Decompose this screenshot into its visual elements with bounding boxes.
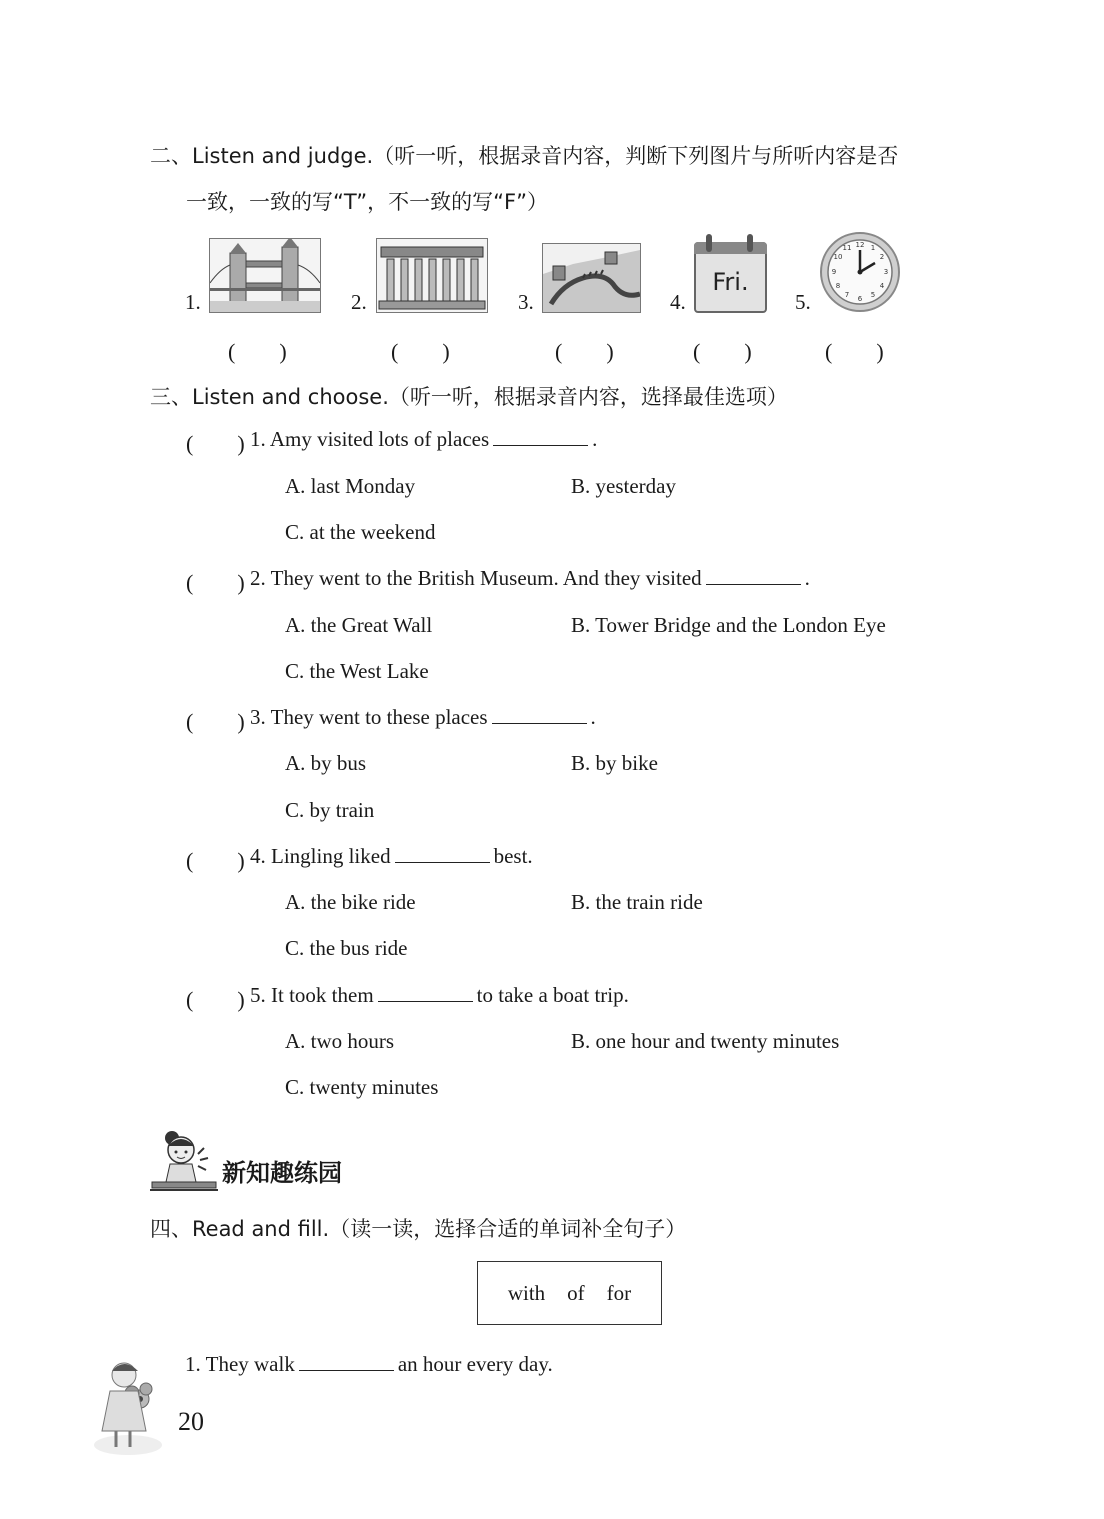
svg-text:8: 8 — [835, 282, 841, 290]
svg-text:9: 9 — [831, 268, 837, 276]
svg-text:12: 12 — [855, 241, 865, 249]
answer-paren[interactable]: ( ) — [186, 709, 245, 734]
question-stem: 3. They went to these places . — [250, 705, 596, 729]
great-wall-icon — [542, 243, 641, 313]
option-a: A. by bus — [285, 751, 367, 775]
clock-icon — [819, 231, 901, 313]
option-a: A. the bike ride — [285, 890, 416, 914]
svg-text:5: 5 — [870, 291, 876, 299]
question-stem: 1. Amy visited lots of places . — [250, 427, 598, 451]
item-number: 5. — [795, 290, 811, 314]
word-option: with — [507, 1280, 546, 1305]
museum-building-icon — [376, 238, 488, 313]
section2-heading-line1: 二、Listen and judge.（听一听，根据录音内容，判断下列图片与所听内容是否 — [150, 144, 899, 168]
option-b: B. by bike — [571, 751, 658, 775]
answer-paren[interactable]: ( ) — [825, 339, 884, 364]
option-a: A. two hours — [285, 1029, 395, 1053]
question-stem: 2. They went to the British Museum. And they visited . — [250, 566, 810, 590]
svg-text:1: 1 — [870, 244, 876, 252]
answer-blank[interactable] — [493, 427, 588, 446]
option-c: C. the West Lake — [285, 659, 429, 683]
item-number: 2. — [351, 290, 367, 314]
answer-paren[interactable]: ( ) — [186, 570, 245, 595]
svg-text:6: 6 — [857, 295, 863, 303]
svg-text:3: 3 — [883, 268, 889, 276]
word-bank — [477, 1261, 662, 1325]
svg-text:4: 4 — [879, 282, 885, 290]
option-c: C. twenty minutes — [285, 1075, 439, 1099]
answer-paren[interactable]: ( ) — [228, 339, 287, 364]
option-c: C. at the weekend — [285, 520, 436, 544]
section3-heading: 三、Listen and choose.（听一听，根据录音内容，选择最佳选项） — [150, 385, 788, 409]
item-number: 4. — [670, 290, 686, 314]
svg-text:7: 7 — [844, 291, 850, 299]
calendar-icon — [694, 234, 765, 311]
word-option: of — [567, 1280, 585, 1305]
banner-title: 新知趣练园 — [222, 1159, 342, 1187]
question-stem: 4. Lingling liked best. — [250, 844, 533, 868]
calendar-day-text: Fri. — [712, 268, 749, 296]
answer-paren[interactable]: ( ) — [555, 339, 614, 364]
option-b: B. Tower Bridge and the London Eye — [571, 613, 886, 637]
answer-blank[interactable] — [378, 983, 473, 1002]
girl-with-flowers-icon — [88, 1357, 168, 1457]
answer-paren[interactable]: ( ) — [391, 339, 450, 364]
option-b: B. yesterday — [571, 474, 676, 498]
answer-paren[interactable]: ( ) — [693, 339, 752, 364]
answer-paren[interactable]: ( ) — [186, 987, 245, 1012]
svg-text:11: 11 — [842, 244, 852, 252]
tower-bridge-icon — [209, 238, 321, 313]
answer-paren[interactable]: ( ) — [186, 431, 245, 456]
item-number: 3. — [518, 290, 534, 314]
answer-blank[interactable] — [299, 1352, 394, 1371]
girl-reading-icon — [150, 1128, 218, 1194]
fill-sentence: 1. They walk an hour every day. — [185, 1352, 553, 1376]
answer-paren[interactable]: ( ) — [186, 848, 245, 873]
option-c: C. by train — [285, 798, 375, 822]
option-c: C. the bus ride — [285, 936, 408, 960]
section2-heading-line2: 一致，一致的写“T”，不一致的写“F”） — [186, 190, 548, 214]
page-number: 20 — [178, 1407, 204, 1436]
answer-blank[interactable] — [492, 705, 587, 724]
answer-blank[interactable] — [395, 844, 490, 863]
svg-text:2: 2 — [879, 253, 885, 261]
svg-text:10: 10 — [833, 253, 843, 261]
option-a: A. last Monday — [285, 474, 416, 498]
item-number: 1. — [185, 290, 201, 314]
option-a: A. the Great Wall — [285, 613, 433, 637]
answer-blank[interactable] — [706, 566, 801, 585]
question-stem: 5. It took them to take a boat trip. — [250, 983, 629, 1007]
option-b: B. one hour and twenty minutes — [571, 1029, 840, 1053]
section4-heading: 四、Read and fill.（读一读，选择合适的单词补全句子） — [150, 1217, 687, 1241]
word-option: for — [606, 1280, 632, 1305]
option-b: B. the train ride — [571, 890, 703, 914]
